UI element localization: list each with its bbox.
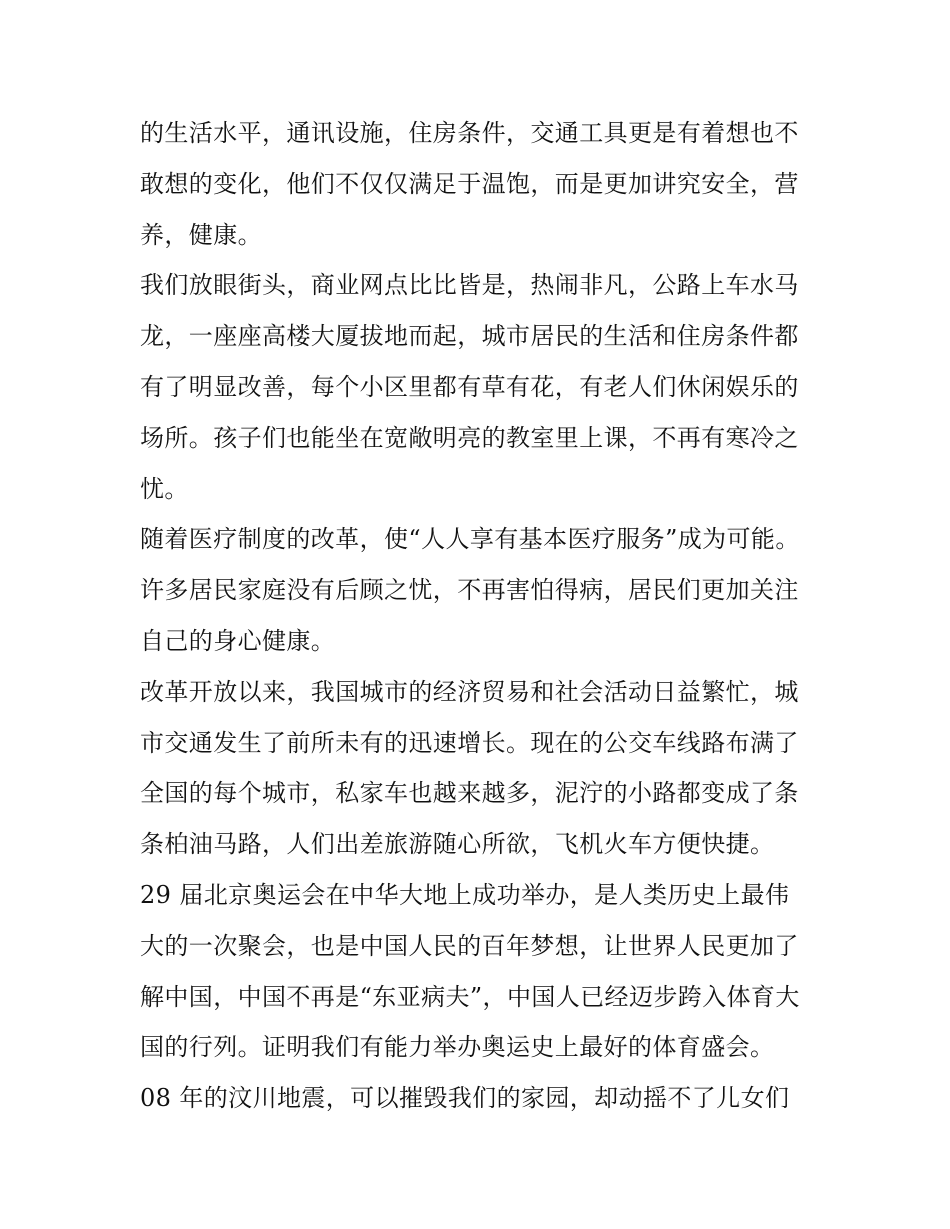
text-line: 有了明显改善，每个小区里都有草有花，有老人们休闲娱乐的 — [140, 372, 799, 401]
text-line: 08 年的汶川地震，可以摧毁我们的家园，却动摇不了儿女们 — [140, 1084, 790, 1113]
text-line: 市交通发生了前所未有的迅速增长。现在的公交车线路布满了 — [140, 728, 799, 757]
text-line: 我们放眼街头，商业网点比比皆是，热闹非凡，公路上车水马 — [140, 271, 799, 300]
text-line: 29 届北京奥运会在中华大地上成功举办，是人类历史上最伟 — [140, 880, 790, 909]
text-line: 条柏油马路，人们出差旅游随心所欲，飞机火车方便快捷。 — [140, 830, 775, 859]
text-line: 许多居民家庭没有后顾之忧，不再害怕得病，居民们更加关注 — [140, 576, 799, 605]
text-line: 龙，一座座高楼大厦拔地而起，城市居民的生活和住房条件都 — [140, 322, 799, 351]
text-line: 的生活水平，通讯设施，住房条件，交通工具更是有着想也不 — [140, 119, 799, 147]
text-line: 场所。孩子们也能坐在宽敞明亮的教室里上课，不再有寒冷之 — [140, 423, 799, 452]
text-line: 大的一次聚会，也是中国人民的百年梦想，让世界人民更加了 — [140, 931, 799, 960]
text-line: 随着医疗制度的改革，使“人人享有基本医疗服务”成为可能。 — [140, 525, 800, 554]
text-line: 改革开放以来，我国城市的经济贸易和社会活动日益繁忙，城 — [140, 677, 799, 706]
text-line: 养，健康。 — [140, 220, 262, 249]
text-line: 忧。 — [140, 474, 189, 503]
text-line: 敢想的变化，他们不仅仅满足于温饱，而是更加讲究安全，营 — [140, 169, 799, 198]
text-line: 自己的身心健康。 — [140, 626, 336, 655]
text-line: 全国的每个城市，私家车也越来越多，泥泞的小路都变成了条 — [140, 779, 799, 808]
body-text — [140, 108, 830, 1124]
text-line: 解中国，中国不再是“东亚病夫”，中国人已经迈步跨入体育大 — [140, 982, 800, 1011]
text-line: 国的行列。证明我们有能力举办奥运史上最好的体育盛会。 — [140, 1033, 775, 1062]
